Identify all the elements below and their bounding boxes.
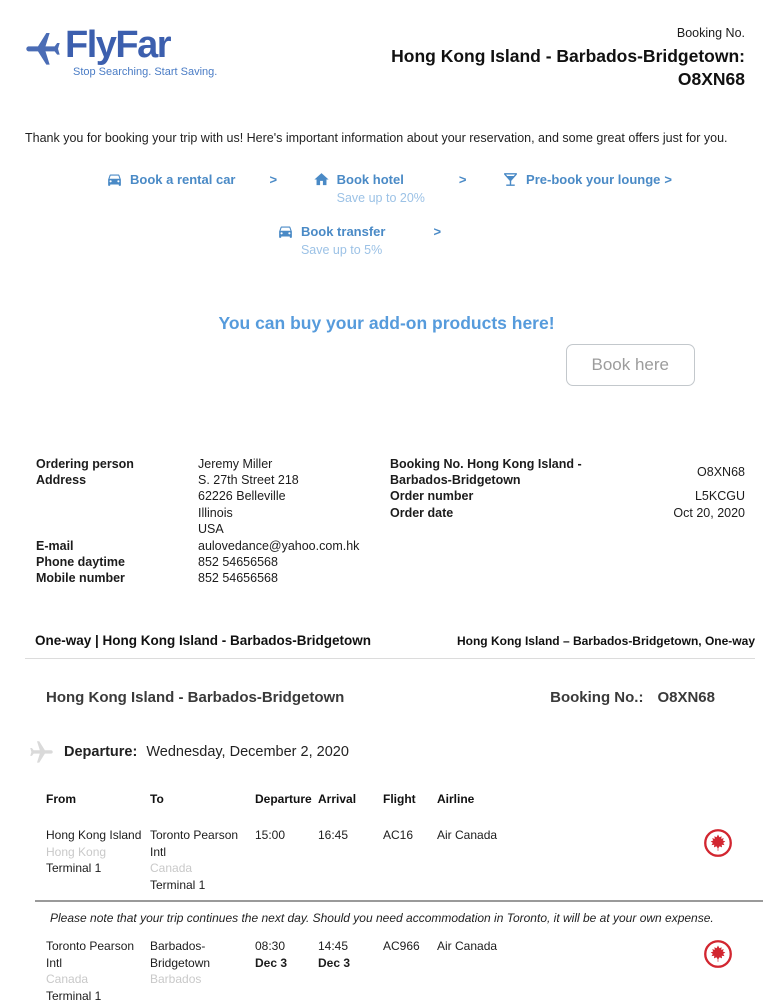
order-number-value: L5KCGU (694, 489, 745, 504)
chevron-right-icon[interactable]: > (269, 171, 278, 187)
header-booking-block (355, 22, 745, 91)
booking-route-title (355, 45, 745, 91)
segment-to (150, 938, 255, 1000)
home-icon (313, 171, 330, 188)
segment-from (46, 938, 150, 1000)
car-icon (277, 223, 294, 240)
flight-card-header (46, 689, 715, 706)
ordering-person-label: Ordering person (36, 456, 134, 471)
segment-airline: Air Canada (437, 939, 498, 954)
address-line: S. 27th Street 218 (198, 472, 299, 487)
ordering-person-value: Jeremy Miller (198, 456, 273, 471)
email-value: aulovedance@yahoo.com.hk (198, 538, 360, 553)
addon-transfer-label: Book transfer (300, 223, 386, 239)
to-city: Barbados-Bridgetown (150, 939, 211, 970)
book-here-button[interactable]: Book here (566, 344, 696, 386)
to-country: Barbados (150, 972, 202, 987)
customer-details (36, 456, 388, 587)
addons-row-1 (106, 171, 672, 205)
addon-lounge (502, 171, 672, 205)
flyfar-logo (23, 22, 217, 78)
to-city: Toronto Pearson Intl (150, 828, 239, 859)
address-line: Illinois (198, 505, 233, 520)
segment-arrival-time: 16:45 (318, 828, 349, 843)
segment-flight-number: AC16 (383, 828, 414, 843)
addon-hotel-label: Book hotel (336, 171, 404, 187)
address-label: Address (36, 472, 87, 487)
departure-plane-icon (28, 739, 55, 766)
col-departure: Departure (255, 791, 312, 806)
route-title-line: Hong Kong Island - Barbados-Bridgetown: (391, 46, 745, 66)
chevron-right-icon[interactable]: > (433, 223, 442, 239)
booking-no-route-value: O8XN68 (697, 464, 745, 479)
from-country: Canada (46, 972, 89, 987)
segment-flight-number: AC966 (383, 939, 420, 954)
segment-to (150, 827, 255, 893)
address-line: USA (198, 522, 224, 537)
chevron-right-icon[interactable]: > (458, 171, 467, 187)
segment-departure-time: 15:00 (255, 828, 286, 843)
plane-icon (23, 28, 63, 68)
address-line: 62226 Belleville (198, 489, 286, 504)
route-code: O8XN68 (677, 68, 745, 89)
order-date-label: Order date (390, 505, 454, 520)
booking-no-route-label: Booking No. Hong Kong Island - Barbados-Bridgetown (390, 456, 582, 487)
addon-transfer-link[interactable] (277, 223, 386, 240)
to-country: Canada (150, 861, 193, 876)
from-city: Toronto Pearson Intl (46, 939, 135, 970)
flight-table (46, 791, 733, 894)
departure-label: Departure: (64, 744, 138, 761)
addon-rental-car-label: Book a rental car (130, 171, 236, 187)
cocktail-glass-icon (502, 171, 519, 188)
flight-segment-row (46, 827, 733, 893)
addon-hotel-link[interactable] (313, 171, 425, 188)
booking-no-label: Booking No. (676, 26, 745, 40)
flight-card-title: Hong Kong Island - Barbados-Bridgetown (46, 688, 345, 706)
flight-card-booking (550, 689, 715, 706)
car-icon (106, 171, 123, 188)
segment-departure-time: 08:30 Dec 3 (255, 939, 288, 970)
col-airline: Airline (437, 791, 475, 806)
col-arrival: Arrival (318, 791, 357, 806)
from-terminal: Terminal 1 (46, 861, 102, 876)
chevron-right-icon[interactable]: > (664, 171, 672, 187)
book-here-row (0, 344, 773, 386)
header (0, 0, 773, 91)
from-country: Hong Kong (46, 844, 107, 859)
intro-text: Thank you for booking your trip with us! Here's important information about your reservation, and some great offers just for you. (25, 130, 728, 145)
addon-hotel-save: Save up to 20% (336, 190, 425, 205)
order-details (36, 456, 745, 587)
col-to: To (150, 791, 164, 806)
logo-tagline: Stop Searching. Start Saving. (73, 66, 218, 78)
logo-wordmark: FlyFar (65, 24, 171, 66)
addon-rental-car (106, 171, 277, 205)
air-canada-logo-icon (703, 828, 733, 858)
segment-airline: Air Canada (437, 828, 498, 843)
order-number-label: Order number (390, 489, 474, 504)
overnight-note: Please note that your trip continues the next day. Should you need accommodation in Toronto, it will be at your own expense. (50, 911, 714, 926)
from-city: Hong Kong Island (46, 828, 142, 843)
booking-details (390, 456, 745, 587)
addons-headline: You can buy your add-on products here! (218, 312, 555, 333)
addon-lounge-label: Pre-book your lounge (526, 171, 661, 187)
air-canada-logo-icon (703, 939, 733, 969)
col-from: From (46, 791, 76, 806)
flight-table-2 (46, 938, 733, 1000)
segment-divider (35, 900, 763, 902)
trip-summary-left: One-way | Hong Kong Island - Barbados-Bridgetown (35, 632, 372, 648)
to-terminal: Terminal 1 (150, 877, 206, 892)
segment-arrival-time: 14:45 Dec 3 (318, 939, 351, 970)
trip-summary-right: Hong Kong Island – Barbados-Bridgetown, One-way (456, 633, 755, 648)
airline-logo-cell (655, 827, 733, 893)
departure-row (28, 739, 773, 766)
trip-summary-bar (25, 633, 755, 659)
col-flight: Flight (383, 791, 416, 806)
booking-no-value: O8XN68 (657, 688, 715, 706)
flight-table-header (46, 791, 733, 808)
mobile-number-label: Mobile number (36, 571, 125, 586)
addon-transfer (277, 223, 441, 257)
addons-row-2 (0, 223, 773, 257)
departure-date: Wednesday, December 2, 2020 (146, 744, 349, 761)
segment-from (46, 827, 150, 893)
email-label: E-mail (36, 538, 74, 553)
booking-no-label: Booking No.: (550, 688, 644, 706)
addon-hotel (313, 171, 467, 205)
phone-daytime-value: 852 54656568 (198, 554, 278, 569)
addon-transfer-save: Save up to 5% (300, 242, 383, 257)
flight-segment-row (46, 938, 733, 1000)
airline-logo-cell (655, 938, 733, 1000)
order-date-value: Oct 20, 2020 (673, 505, 745, 520)
addon-lounge-link[interactable] (502, 171, 660, 188)
from-terminal: Terminal 1 (46, 988, 102, 1000)
addon-rental-car-link[interactable] (106, 171, 236, 188)
phone-daytime-label: Phone daytime (36, 554, 125, 569)
mobile-number-value: 852 54656568 (198, 571, 278, 586)
